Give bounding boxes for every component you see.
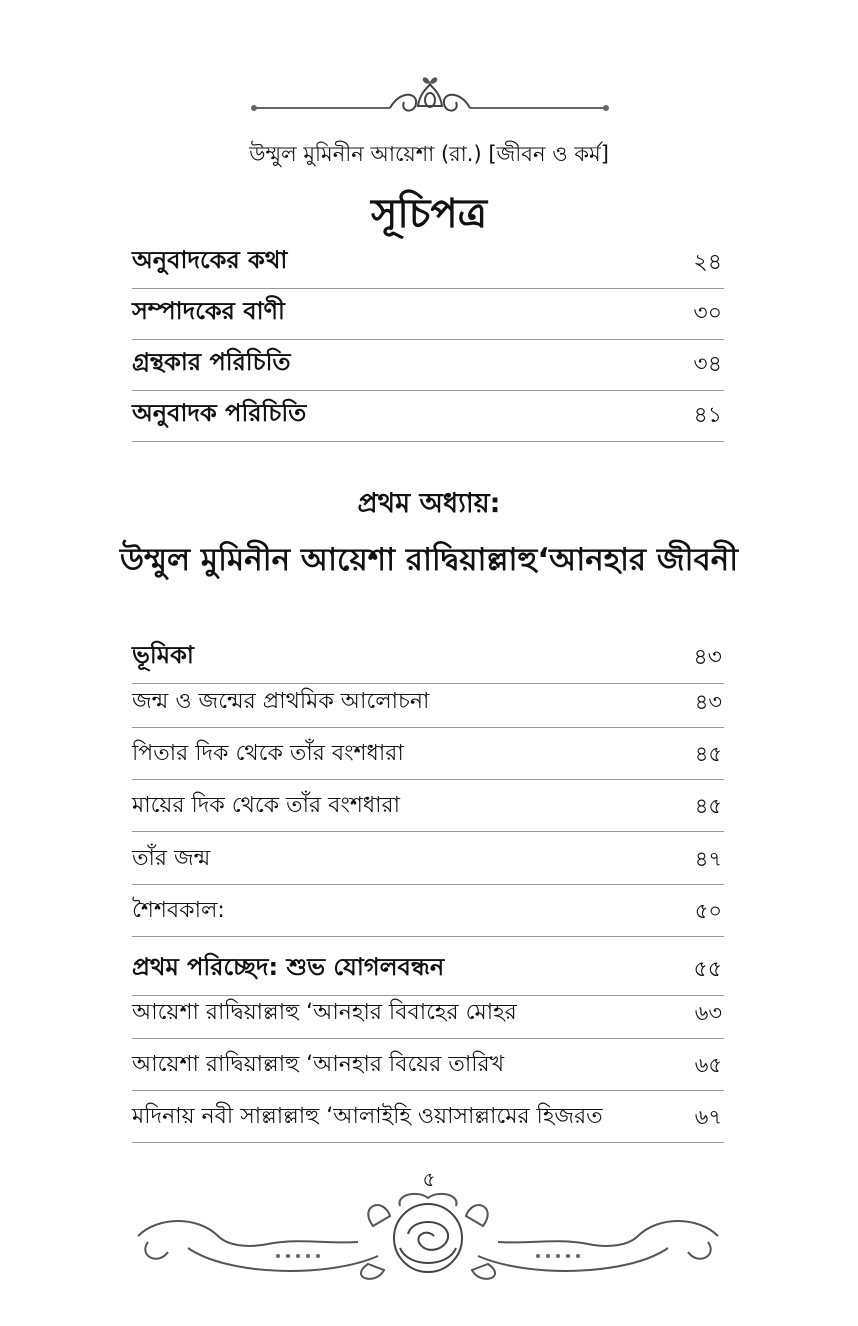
toc-entry-page: ৪৭ xyxy=(694,847,722,871)
toc-entry[interactable] xyxy=(132,1091,724,1143)
toc-entry[interactable] xyxy=(132,684,724,728)
rose-flourish-icon xyxy=(128,1186,728,1302)
toc-entry[interactable] xyxy=(132,728,724,780)
toc-entry-page: ৩৪ xyxy=(693,352,722,377)
toc-entry-label: তাঁর জন্ম xyxy=(132,846,211,871)
toc-entry-label: ভূমিকা xyxy=(132,641,194,669)
chapter-title: উম্মুল মুমিনীন আয়েশা রাদ্বিয়াল্লাহু‘আনহার জীবনী xyxy=(119,542,739,578)
toc-entry-label: গ্রন্থকার পরিচিতি xyxy=(132,348,291,376)
toc-entry[interactable] xyxy=(132,1039,724,1091)
toc-entry-label: আয়েশা রাদ্বিয়াল্লাহু ‘আনহার বিবাহের মোহর xyxy=(132,1000,517,1025)
toc-entry[interactable] xyxy=(132,246,724,289)
chapter-heading: প্রথম অধ্যায়: xyxy=(357,488,501,519)
toc-entry-page: ৩০ xyxy=(693,301,722,326)
toc-entry-page: ৬৫ xyxy=(694,1053,722,1077)
toc-entry-page: ৬৭ xyxy=(694,1105,722,1129)
toc-entry[interactable] xyxy=(132,289,724,340)
toc-entry[interactable] xyxy=(132,391,724,442)
toc-entry-page: ৪৩ xyxy=(693,645,722,670)
running-header: উম্মুল মুমিনীন আয়েশা (রা.) [জীবন ও কর্ম] xyxy=(249,142,609,166)
toc-entry-label: মায়ের দিক থেকে তাঁর বংশধারা xyxy=(132,793,401,818)
toc-entry[interactable] xyxy=(132,641,724,684)
toc-section-marriage xyxy=(132,955,724,1143)
toc-entry-page: ৪৩ xyxy=(694,690,722,714)
toc-entry[interactable] xyxy=(132,996,724,1039)
toc-entry[interactable] xyxy=(132,955,724,996)
toc-entry-label: পিতার দিক থেকে তাঁর বংশধারা xyxy=(132,741,404,766)
toc-entry-page: ৪১ xyxy=(693,403,722,428)
toc-entry-label: আয়েশা রাদ্বিয়াল্লাহু ‘আনহার বিয়ের তারিখ xyxy=(132,1052,505,1077)
toc-entry-page: ৫০ xyxy=(694,899,722,923)
toc-entry-label: অনুবাদকের কথা xyxy=(132,246,288,274)
toc-entry-page: ৪৫ xyxy=(694,742,722,766)
toc-entry-label: অনুবাদক পরিচিতি xyxy=(132,399,307,427)
toc-entry-label: জন্ম ও জন্মের প্রাথমিক আলোচনা xyxy=(132,689,430,714)
toc-entry-label: শৈশবকাল: xyxy=(132,898,225,923)
page-title: সূচিপত্র xyxy=(371,190,487,237)
toc-entry[interactable] xyxy=(132,832,724,885)
toc-entry-label: প্রথম পরিচ্ছেদ: শুভ যোগলবন্ধন xyxy=(132,953,445,981)
floral-divider-icon xyxy=(250,70,610,122)
toc-entry[interactable] xyxy=(132,885,724,937)
toc-entry-page: ৪৫ xyxy=(694,794,722,818)
toc-front-matter xyxy=(132,246,724,442)
toc-section-intro xyxy=(132,641,724,937)
toc-entry-page: ৬৩ xyxy=(694,1001,722,1025)
toc-entry[interactable] xyxy=(132,780,724,832)
toc-entry-page: ৫৫ xyxy=(693,957,722,982)
toc-entry-page: ২৪ xyxy=(693,250,722,275)
toc-entry[interactable] xyxy=(132,340,724,391)
toc-entry-label: মদিনায় নবী সাল্লাল্লাহু ‘আলাইহি ওয়াসাল্লামের হিজরত xyxy=(132,1104,603,1129)
page-number: ৫ xyxy=(422,1167,436,1191)
toc-entry-label: সম্পাদকের বাণী xyxy=(132,297,285,325)
